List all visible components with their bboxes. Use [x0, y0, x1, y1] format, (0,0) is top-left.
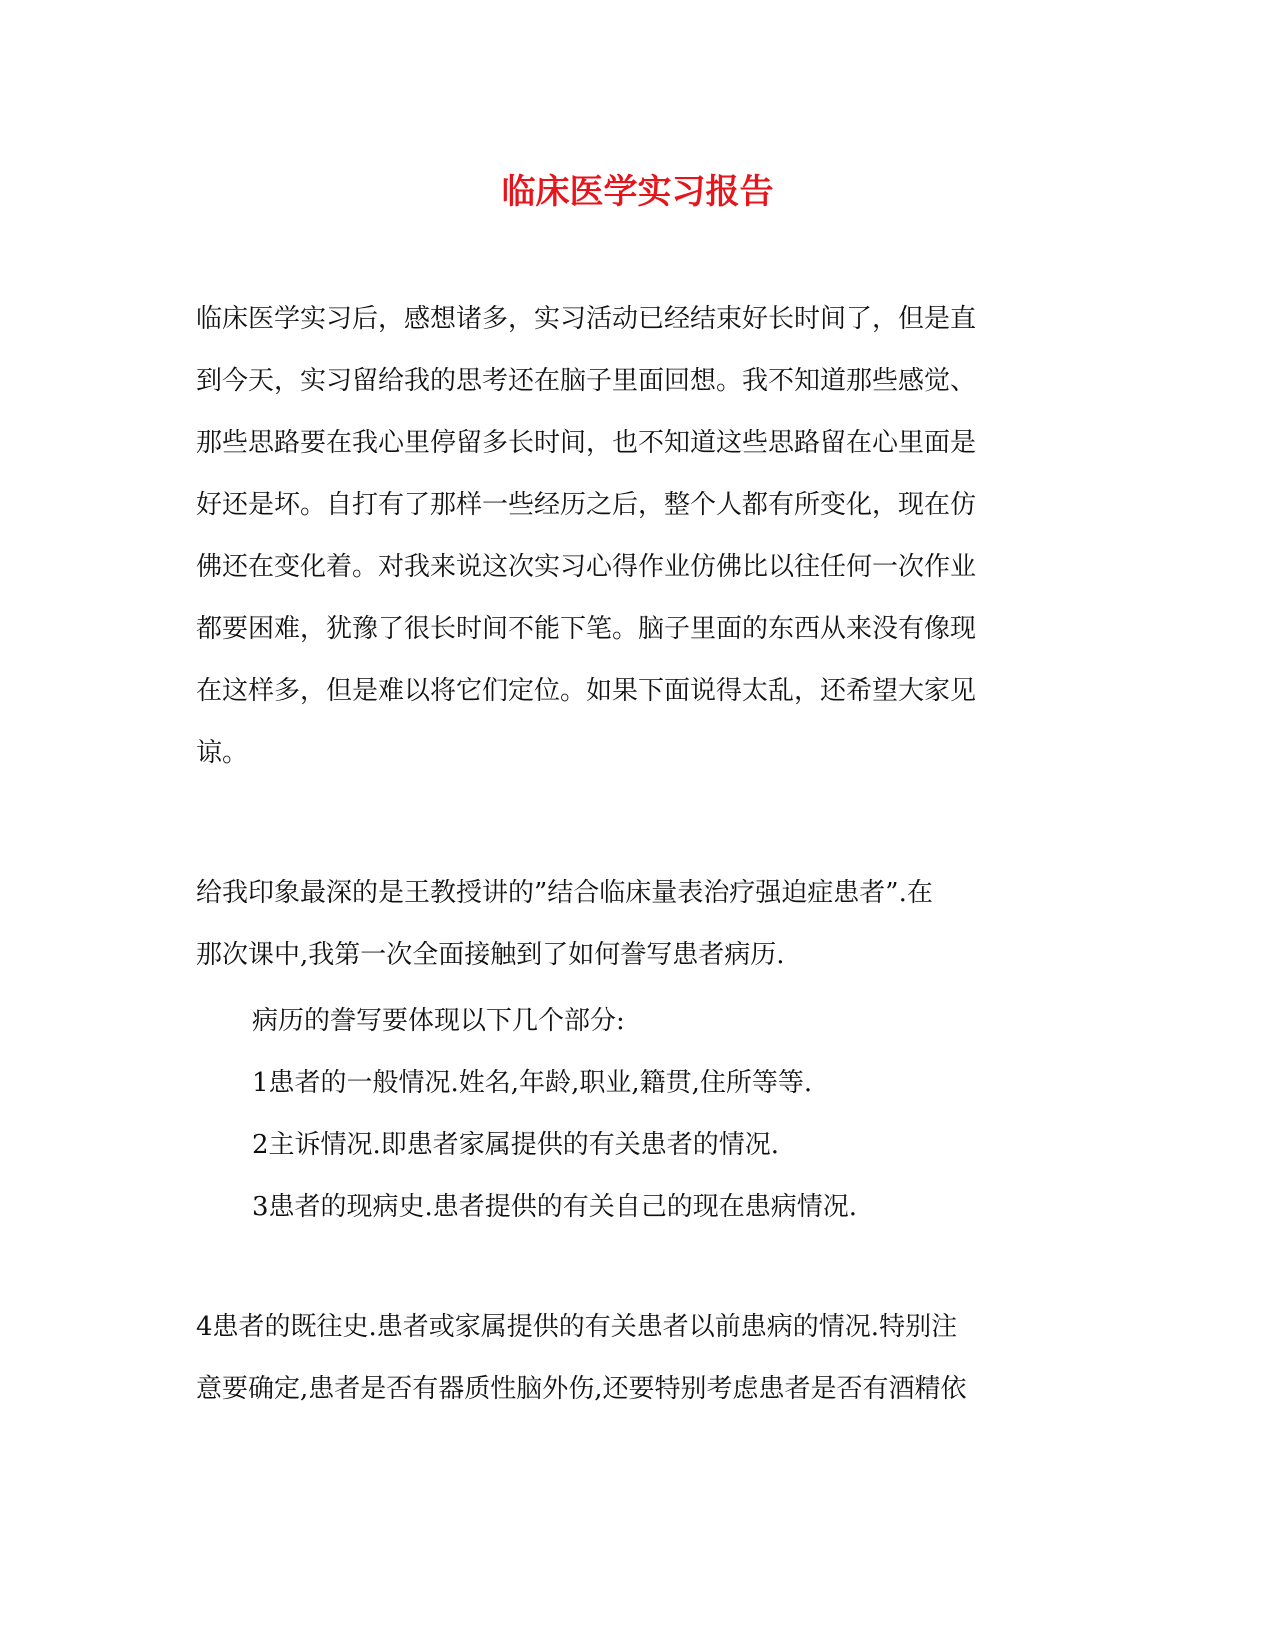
- paragraph-line: 在这样多，但是难以将它们定位。如果下面说得太乱，还希望大家见: [196, 676, 977, 706]
- paragraph-line: 那些思路要在我心里停留多长时间，也不知道这些思路留在心里面是: [196, 428, 977, 458]
- paragraph-line: 意要确定,患者是否有器质性脑外伤,还要特别考虑患者是否有酒精依: [196, 1374, 967, 1404]
- paragraph-line: 都要困难，犹豫了很长时间不能下笔。脑子里面的东西从来没有像现: [196, 614, 977, 644]
- document-title: 临床医学实习报告: [501, 172, 774, 212]
- record-parts-list: [252, 1052, 1080, 1238]
- paragraph-line: 那次课中,我第一次全面接触到了如何誊写患者病历.: [196, 940, 785, 970]
- list-intro: 病历的誊写要体现以下几个部分:: [252, 1006, 625, 1036]
- paragraph-impression: [196, 862, 1080, 986]
- paragraph-line: 到今天，实习留给我的思考还在脑子里面回想。我不知道那些感觉、: [196, 366, 977, 396]
- paragraph-line: 好还是坏。自打有了那样一些经历之后，整个人都有所变化，现在仿: [196, 490, 977, 520]
- paragraph-history: [196, 1296, 1080, 1420]
- list-item: 3患者的现病史.患者提供的有关自己的现在患病情况.: [252, 1192, 858, 1222]
- paragraph-intro: [196, 288, 1080, 784]
- list-item: 2主诉情况.即患者家属提供的有关患者的情况.: [252, 1130, 780, 1160]
- list-item: 1患者的一般情况.姓名,年龄,职业,籍贯,住所等等.: [252, 1068, 813, 1098]
- paragraph-line: 给我印象最深的是王教授讲的”结合临床量表治疗强迫症患者”.在: [196, 878, 933, 908]
- paragraph-line: 4患者的既往史.患者或家属提供的有关患者以前患病的情况.特别注: [196, 1312, 958, 1342]
- paragraph-line: 临床医学实习后，感想诸多，实习活动已经结束好长时间了，但是直: [196, 304, 977, 334]
- paragraph-line: 佛还在变化着。对我来说这次实习心得作业仿佛比以往任何一次作业: [196, 552, 977, 582]
- paragraph-line: 谅。: [196, 738, 249, 768]
